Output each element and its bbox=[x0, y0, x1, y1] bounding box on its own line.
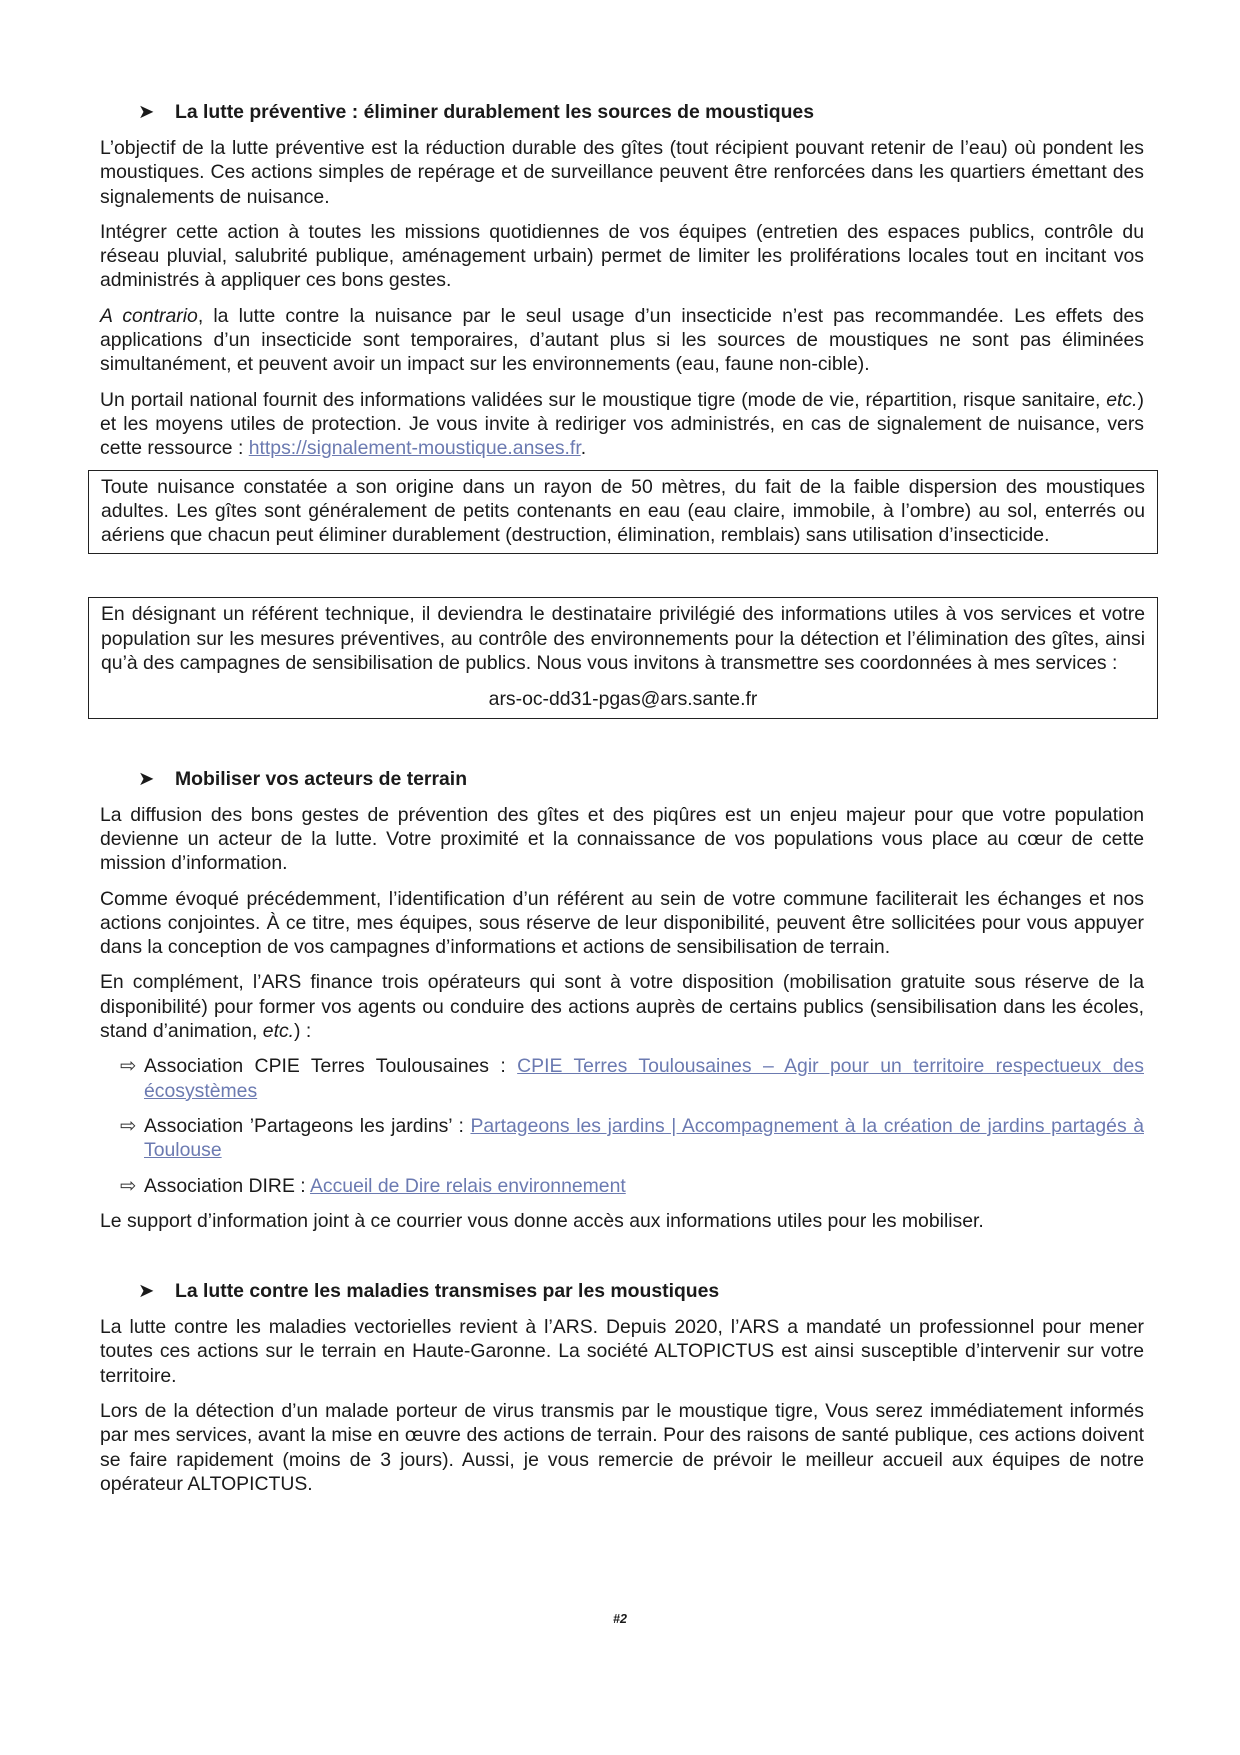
association-label: Association CPIE Terres Toulousaines : bbox=[144, 1055, 518, 1078]
paragraph-text: ) et les moyens utiles de protection. Je vous invite à rediriger vos administrés, en cas de signalement de nuisance, vers cette ressource : bbox=[100, 388, 1144, 460]
list-item bbox=[100, 1054, 1144, 1103]
italic-etc: etc. bbox=[262, 1020, 295, 1043]
list-item bbox=[100, 1114, 1144, 1163]
contact-email: ars-oc-dd31-pgas@ars.sante.fr bbox=[488, 688, 758, 711]
italic-etc: etc. bbox=[1106, 388, 1138, 411]
list-item bbox=[100, 1174, 1144, 1198]
arrowhead-icon: ➤ bbox=[138, 1280, 155, 1303]
association-label: Association ’Partageons les jardins’ : bbox=[144, 1114, 471, 1137]
section-heading-lutte-preventive bbox=[100, 100, 1144, 124]
arrowhead-icon: ➤ bbox=[138, 767, 155, 790]
paragraph: Comme évoqué précédemment, l’identification d’un référent au sein de votre commune faciliterait les échanges et nos actions conjointes. À ce titre, mes équipes, sous réserve de leur disponibilité, peuvent être sollicitées pour vous appuyer dans la conception de vos campagnes d’informations et actions de sensibilisation de terrain. bbox=[100, 887, 1144, 959]
paragraph: Lors de la détection d’un malade porteur de virus transmis par le moustique tigre, Vous serez immédiatement informés par mes services, avant la mise en œuvre des actions de terrain. Pour des raisons de santé publique, ces actions doivent se faire rapidement (moins de 3 jours). Aussi, je vous remercie de prévoir le meilleur accueil aux équipes de notre opérateur ALTOPICTUS. bbox=[100, 1399, 1144, 1495]
box-text: Toute nuisance constatée a son origine dans un rayon de 50 mètres, du fait de la faible dispersion des moustiques adultes. Les gîtes sont généralement de petits contenants en eau (eau claire, immobile, à l’ombre) au sol, enterrés ou aériens que chacun peut éliminer durablement (destruction, élimination, remblais) sans utilisation d’insecticide. bbox=[101, 475, 1145, 547]
section-heading-mobiliser bbox=[100, 767, 1144, 791]
cpie-link[interactable]: CPIE Terres Toulousaines – Agir pour un territoire respectueux des écosystèmes bbox=[144, 1055, 1144, 1102]
heading-text: La lutte préventive : éliminer durablement les sources de moustiques bbox=[175, 101, 815, 123]
paragraph-text: ) : bbox=[294, 1020, 312, 1043]
hollow-arrow-icon: ⇨ bbox=[120, 1174, 137, 1197]
paragraph: Intégrer cette action à toutes les missions quotidiennes de vos équipes (entretien des espaces publics, contrôle du réseau pluvial, salubrité publique, aménagement urbain) permet de limiter les proliférations locales tout en incitant vos administrés à appliquer ces bons gestes. bbox=[100, 220, 1144, 292]
info-box-nuisance bbox=[88, 470, 1158, 555]
heading-text: Mobiliser vos acteurs de terrain bbox=[175, 767, 468, 790]
section-heading-maladies bbox=[100, 1279, 1144, 1303]
paragraph bbox=[100, 388, 1144, 461]
paragraph: L’objectif de la lutte préventive est la réduction durable des gîtes (tout récipient pouvant retenir de l’eau) où pondent les moustiques. Ces actions simples de repérage et de surveillance peuvent être renforcées dans les quartiers émettant des signalements de nuisance. bbox=[100, 137, 1144, 208]
paragraph: Le support d’information joint à ce courrier vous donne accès aux informations utiles pour les mobiliser. bbox=[100, 1209, 984, 1232]
paragraph-text: . bbox=[580, 437, 587, 460]
page-content bbox=[100, 100, 1144, 1507]
association-label: Association DIRE : bbox=[144, 1174, 310, 1197]
paragraph: La diffusion des bons gestes de prévention des gîtes et des piqûres est un enjeu majeur pour que votre population devienne un acteur de la lutte. Votre proximité et la connaissance de vos populations vous place au cœur de cette mission d’information. bbox=[100, 803, 1144, 875]
box-text: En désignant un référent technique, il deviendra le destinataire privilégié des informations utiles à vos services et votre population sur les mesures préventives, au contrôle des environnements pour la détection et l’élimination des gîtes, ainsi qu’à des campagnes de sensibilisation de publics. Nous vous invitons à transmettre ses coordonnées à mes services : bbox=[101, 603, 1145, 675]
paragraph-text: Un portail national fournit des informations validées sur le moustique tigre (mode de vie, répartition, risque sanitaire, bbox=[100, 388, 1107, 411]
paragraph: La lutte contre les maladies vectorielles revient à l’ARS. Depuis 2020, l’ARS a mandaté un professionnel pour mener toutes ces actions sur le terrain en Haute-Garonne. La société ALTOPICTUS est ainsi susceptible d’intervenir sur votre territoire. bbox=[100, 1316, 1144, 1387]
dire-link[interactable]: Accueil de Dire relais environnement bbox=[309, 1174, 626, 1197]
paragraph bbox=[100, 970, 1144, 1043]
hollow-arrow-icon: ⇨ bbox=[120, 1055, 137, 1078]
signalement-link[interactable]: https://signalement-moustique.anses.fr bbox=[248, 437, 581, 460]
partageons-link[interactable]: Partageons les jardins | Accompagnement à la création de jardins partagés à Toulouse bbox=[144, 1114, 1144, 1162]
info-box-referent bbox=[88, 597, 1158, 718]
paragraph bbox=[100, 304, 1144, 377]
italic-phrase: A contrario bbox=[100, 304, 198, 327]
page-number: #2 bbox=[613, 1612, 627, 1626]
arrowhead-icon: ➤ bbox=[138, 101, 155, 123]
paragraph-text: En complément, l’ARS finance trois opérateurs qui sont à votre disposition (mobilisation gratuite sous réserve de la disponibilité) pour former vos agents ou conduire des actions auprès de certains publics (sensibilisation dans les écoles, stand d’animation, bbox=[100, 971, 1144, 1043]
hollow-arrow-icon: ⇨ bbox=[120, 1114, 137, 1137]
paragraph-text: , la lutte contre la nuisance par le seul usage d’un insecticide n’est pas recommandée. Les effets des applications d’un insecticide sont temporaires, d’autant plus si les sources de moustiques ne sont pas éliminées simultanément, et peuvent avoir un impact sur les environnements (eau, faune non-cible). bbox=[100, 304, 1144, 376]
heading-text: La lutte contre les maladies transmises par les moustiques bbox=[175, 1280, 720, 1303]
